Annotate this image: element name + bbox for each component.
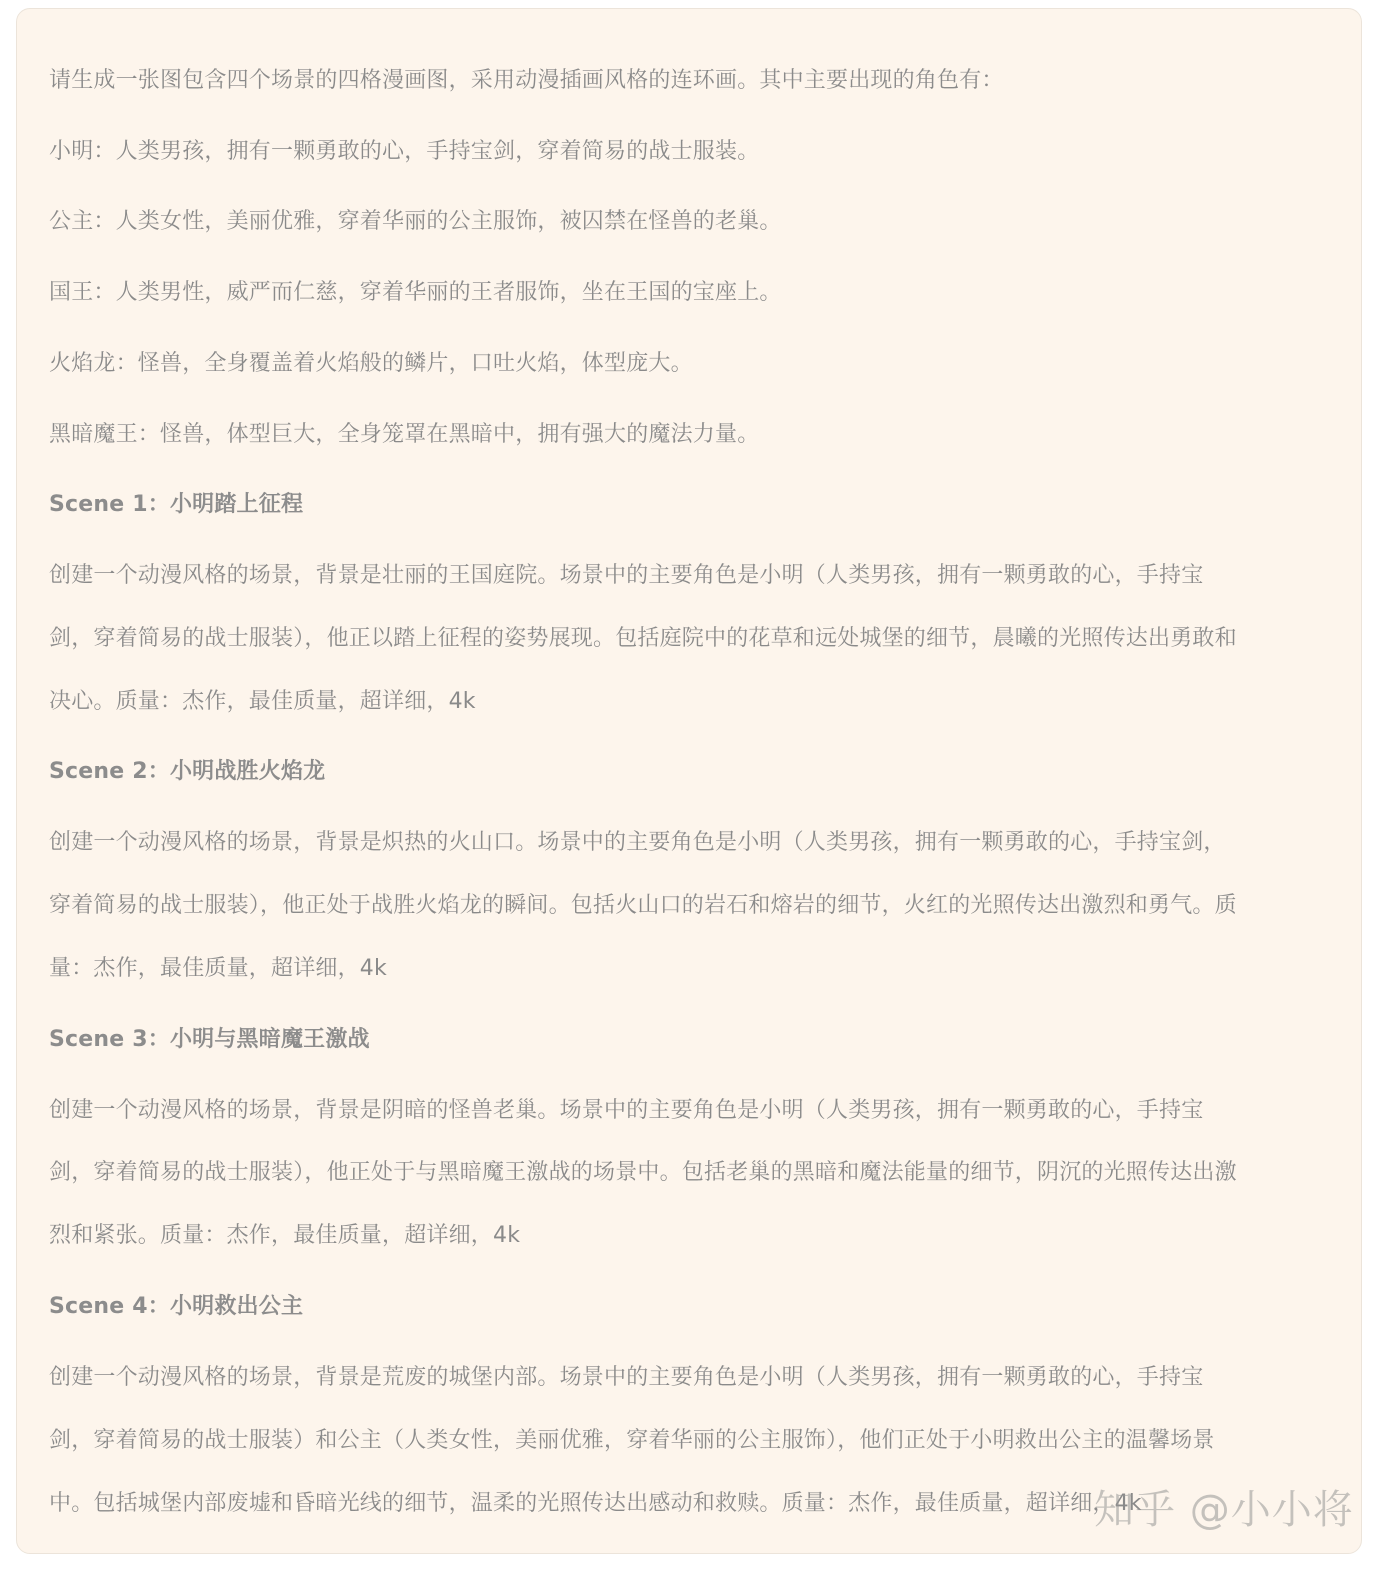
scene-2-line-3: 量：杰作，最佳质量，超详细，4k <box>49 956 387 981</box>
scene-1-line-2: 剑，穿着简易的战士服装），他正以踏上征程的姿势展现。包括庭院中的花草和远处城堡的细节，晨曦的光照传达出勇敢和 <box>49 626 1237 651</box>
prompt-card <box>16 8 1362 1554</box>
character-king: 国王：人类男性，威严而仁慈，穿着华丽的王者服饰，坐在王国的宝座上。 <box>49 280 782 305</box>
scene-2-title: Scene 2：小明战胜火焰龙 <box>49 759 326 784</box>
scene-2-line-2: 穿着简易的战士服装），他正处于战胜火焰龙的瞬间。包括火山口的岩石和熔岩的细节，火红的光照传达出激烈和勇气。质 <box>49 893 1237 918</box>
scene-2-line-1: 创建一个动漫风格的场景，背景是炽热的火山口。场景中的主要角色是小明（人类男孩，拥有一颗勇敢的心，手持宝剑， <box>49 830 1226 855</box>
scene-1-title: Scene 1：小明踏上征程 <box>49 492 304 517</box>
scene-1-line-3: 决心。质量：杰作，最佳质量，超详细，4k <box>49 689 476 714</box>
scene-4-line-2: 剑，穿着简易的战士服装）和公主（人类女性，美丽优雅，穿着华丽的公主服饰），他们正处于小明救出公主的温馨场景 <box>49 1428 1215 1453</box>
scene-3-line-1: 创建一个动漫风格的场景，背景是阴暗的怪兽老巢。场景中的主要角色是小明（人类男孩，拥有一颗勇敢的心，手持宝 <box>49 1098 1204 1123</box>
scene-4-line-1: 创建一个动漫风格的场景，背景是荒废的城堡内部。场景中的主要角色是小明（人类男孩，拥有一颗勇敢的心，手持宝 <box>49 1365 1204 1390</box>
character-xiaoming: 小明：人类男孩，拥有一颗勇敢的心，手持宝剑，穿着简易的战士服装。 <box>49 139 760 164</box>
scene-4-line-3: 中。包括城堡内部废墟和昏暗光线的细节，温柔的光照传达出感动和救赎。质量：杰作，最佳质量，超详细，4k <box>49 1491 1142 1516</box>
scene-1-line-1: 创建一个动漫风格的场景，背景是壮丽的王国庭院。场景中的主要角色是小明（人类男孩，拥有一颗勇敢的心，手持宝 <box>49 563 1204 588</box>
character-dark-lord: 黑暗魔王：怪兽，体型巨大，全身笼罩在黑暗中，拥有强大的魔法力量。 <box>49 422 760 447</box>
scene-4-title: Scene 4：小明救出公主 <box>49 1294 304 1319</box>
scene-3-line-2: 剑，穿着简易的战士服装），他正处于与黑暗魔王激战的场景中。包括老巢的黑暗和魔法能量的细节，阴沉的光照传达出激 <box>49 1160 1237 1185</box>
zhihu-watermark: 知乎 @小小将 <box>1094 1487 1354 1533</box>
character-princess: 公主：人类女性，美丽优雅，穿着华丽的公主服饰，被囚禁在怪兽的老巢。 <box>49 209 782 234</box>
scene-3-line-3: 烈和紧张。质量：杰作，最佳质量，超详细，4k <box>49 1223 521 1248</box>
scene-3-title: Scene 3：小明与黑暗魔王激战 <box>49 1027 370 1052</box>
intro-text: 请生成一张图包含四个场景的四格漫画图，采用动漫插画风格的连环画。其中主要出现的角色有： <box>49 68 1004 93</box>
character-fire-dragon: 火焰龙：怪兽，全身覆盖着火焰般的鳞片，口吐火焰，体型庞大。 <box>49 351 693 376</box>
